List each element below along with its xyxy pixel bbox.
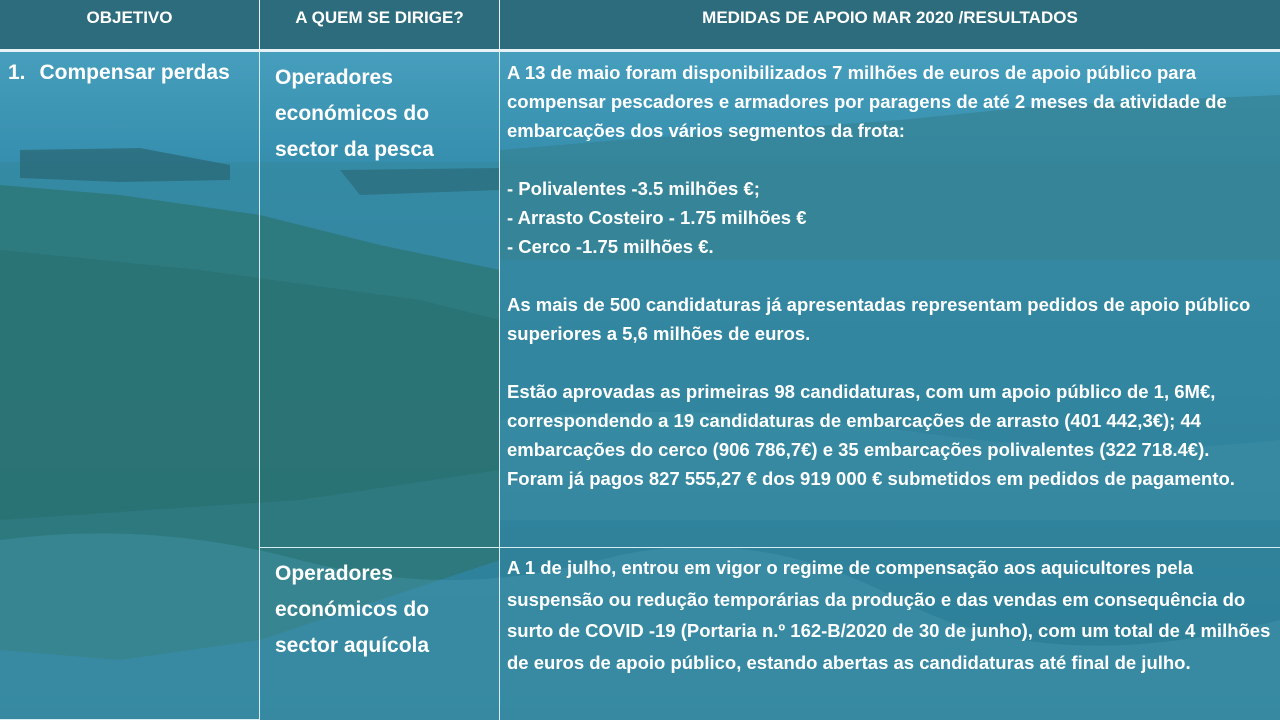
- pesca-aprovadas: Estão aprovadas as primeiras 98 candidaturas, com um apoio público de 1, 6M€, correspondendo a 19 candidaturas de embarcações de arrasto (401 442,3€); 44 embarcações do cerco (906 786,7€) e 35 embarcações polivalentes (322 718.4€).: [507, 381, 1216, 460]
- cell-target-aquicola: [260, 548, 500, 720]
- pesca-item-arrasto: - Arrasto Costeiro - 1.75 milhões €: [507, 207, 807, 228]
- header-medidas: [500, 0, 1280, 52]
- target-pesca-label: Operadores económicos do sector da pesca: [275, 66, 434, 161]
- medidas-pesca-text: [507, 58, 1277, 493]
- header-destinatarios-label: A QUEM SE DIRIGE?: [295, 7, 464, 27]
- header-medidas-label: MEDIDAS DE APOIO MAR 2020 /RESULTADOS: [702, 7, 1078, 27]
- cell-objetivo: [0, 52, 260, 720]
- objetivo-label: Compensar perdas: [39, 61, 230, 84]
- pesca-intro: A 13 de maio foram disponibilizados 7 milhões de euros de apoio público para compensar pescadores e armadores por paragens de até 2 meses da atividade de embarcações dos vários segmentos da frota:: [507, 62, 1227, 141]
- pesca-pagos: Foram já pagos 827 555,27 € dos 919 000 € submetidos em pedidos de pagamento.: [507, 468, 1235, 489]
- pesca-item-polivalentes: - Polivalentes -3.5 milhões €;: [507, 178, 760, 199]
- medidas-aquicola-text: A 1 de julho, entrou em vigor o regime de compensação aos aquicultores pela suspensão ou redução temporárias da produção e das vendas em consequência do surto de COVID -19 (Portaria n.º 162-B/2020 de 30 de junho), com um total de 4 milhões de euros de apoio público, estando abertas as candidaturas até final de julho.: [507, 557, 1271, 673]
- cell-medidas-pesca: [500, 52, 1280, 548]
- cell-medidas-aquicola: [500, 548, 1280, 720]
- header-objetivo: [0, 0, 260, 52]
- list-number: 1.: [8, 61, 26, 84]
- pesca-item-cerco: - Cerco -1.75 milhões €.: [507, 236, 714, 257]
- objetivo-text: [8, 61, 230, 85]
- pesca-candidaturas: As mais de 500 candidaturas já apresentadas representam pedidos de apoio público superiores a 5,6 milhões de euros.: [507, 294, 1251, 344]
- target-aquicola-label: Operadores económicos do sector aquícola: [275, 562, 430, 657]
- header-destinatarios: [260, 0, 500, 52]
- cell-target-pesca: [260, 52, 500, 548]
- header-objetivo-label: OBJETIVO: [86, 7, 173, 27]
